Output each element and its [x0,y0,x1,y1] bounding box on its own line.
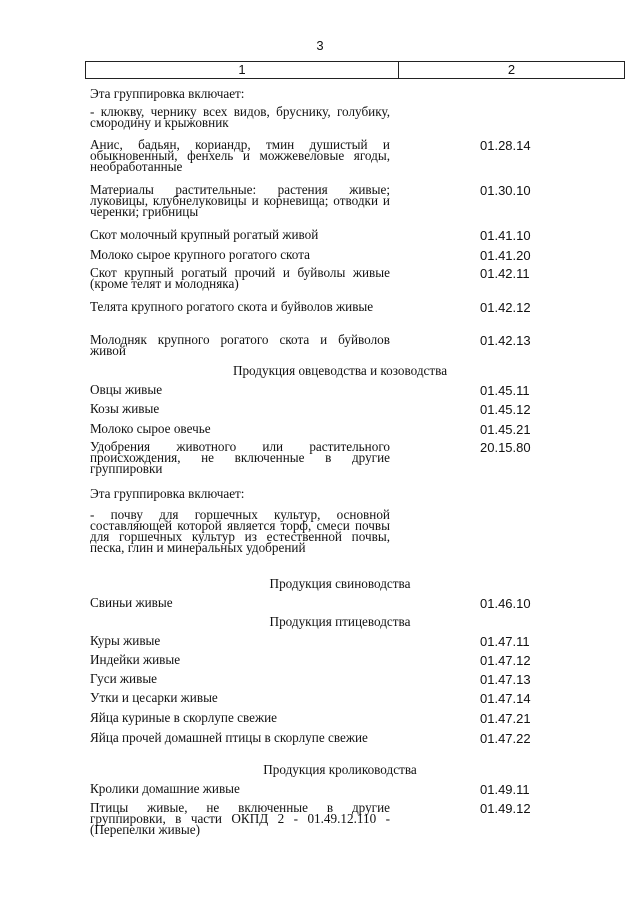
okpd-code: 01.45.11 [480,383,530,398]
product-description: Молоко сырое крупного рогатого скота [90,247,310,262]
okpd-code: 01.46.10 [480,596,531,611]
product-description: Козы живые [90,401,160,416]
okpd-code: 01.49.11 [480,782,530,797]
header-col-1: 1 [86,62,399,78]
product-description: Свиньи живые [90,595,173,610]
okpd-code: 01.42.11 [480,266,530,281]
product-description: Материалы растительные: растения живые; луковицы, клубнелуковицы и корневища; отводки и черенки; грибницы [90,182,390,219]
product-description: Овцы живые [90,382,163,397]
product-description: - клюкву, чернику всех видов, бруснику, голубику, смородину и крыжовник [90,104,390,130]
okpd-code: 01.47.13 [480,672,531,687]
product-description: Эта группировка включает: [90,486,245,501]
section-heading: Продукция птицеводства [269,614,411,629]
okpd-code: 01.47.11 [480,634,530,649]
header-col-2: 2 [507,62,516,77]
product-description: Удобрения животного или растительного происхождения, не включенные в другие группировки [90,439,390,476]
product-description: - почву для горшечных культур, основной составляющей которой является торф, смеси почвы для горшечных культур из естественной почвы, песка, глин и минеральных удобрений [90,507,390,555]
section-heading: Продукция кролиководства [263,762,417,777]
product-description: Яйца куриные в скорлупе свежие [90,710,277,725]
okpd-code: 01.47.14 [480,691,531,706]
product-description: Молоко сырое овечье [90,421,211,436]
product-description: Кролики домашние живые [90,781,240,796]
okpd-code: 01.42.12 [480,300,531,315]
okpd-code: 01.45.21 [480,422,531,437]
product-description: Скот молочный крупный рогатый живой [90,227,319,242]
okpd-code: 01.41.10 [480,228,531,243]
product-description: Куры живые [90,633,161,648]
okpd-code: 20.15.80 [480,440,531,455]
product-description: Яйца прочей домашней птицы в скорлупе свежие [90,730,368,745]
okpd-code: 01.45.12 [480,402,531,417]
page-number: 3 [316,38,324,53]
product-description: Телята крупного рогатого скота и буйволов живые [90,299,374,314]
okpd-code: 01.30.10 [480,183,531,198]
okpd-code: 01.42.13 [480,333,531,348]
product-description: Птицы живые, не включенные в другие группировки, в части ОКПД 2 - 01.49.12.110 - (Перепелки живые) [90,800,390,837]
product-description: Анис, бадьян, кориандр, тмин душистый и обыкновенный, фенхель и можжевеловые ягоды, необработанные [90,137,390,174]
product-description: Эта группировка включает: [90,86,245,101]
product-description: Молодняк крупного рогатого скота и буйволов живой [90,332,390,358]
product-description: Утки и цесарки живые [90,690,218,705]
section-heading: Продукция свиноводства [269,576,411,591]
product-description: Гуси живые [90,671,158,686]
okpd-code: 01.28.14 [480,138,531,153]
okpd-code: 01.47.21 [480,711,531,726]
section-heading: Продукция овцеводства и козоводства [232,363,448,378]
okpd-code: 01.49.12 [480,801,531,816]
product-description: Индейки живые [90,652,181,667]
okpd-code: 01.47.12 [480,653,531,668]
product-description: Скот крупный рогатый прочий и буйволы живые (кроме телят и молодняка) [90,265,390,291]
okpd-code: 01.47.22 [480,731,531,746]
okpd-code: 01.41.20 [480,248,531,263]
